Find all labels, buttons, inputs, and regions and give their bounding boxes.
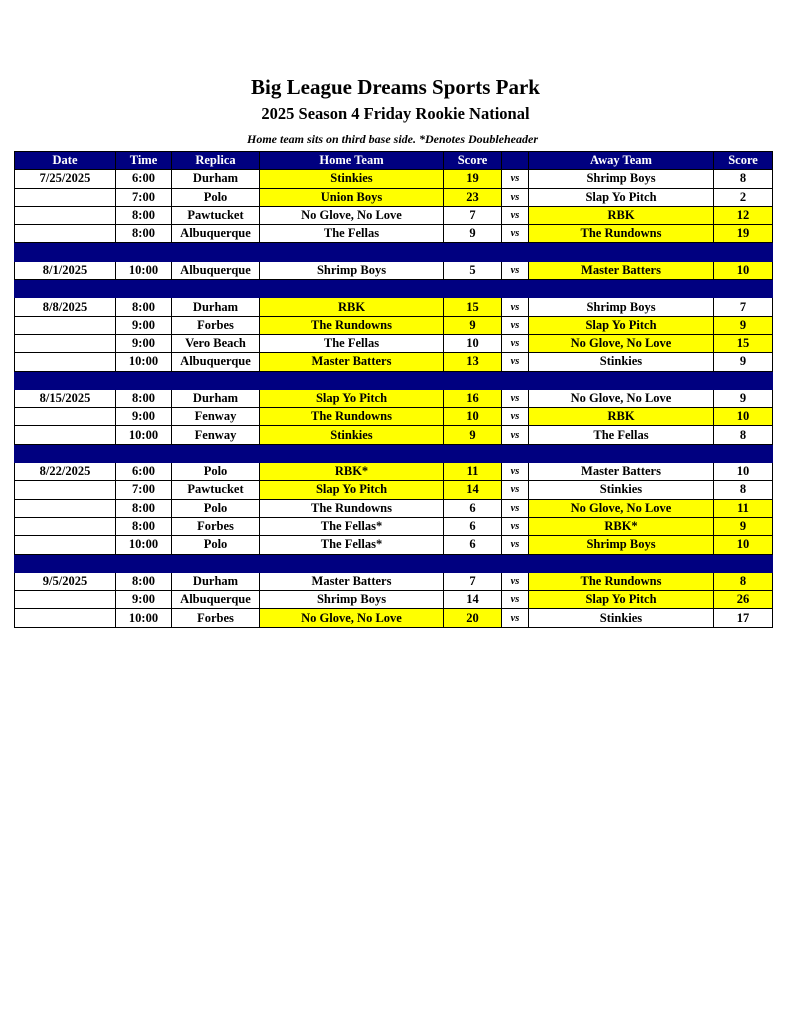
date-cell: 8/15/2025 (15, 389, 116, 407)
separator-cell (529, 444, 714, 462)
separator-cell (116, 280, 172, 298)
vs-cell: vs (502, 261, 529, 279)
page-subtitle: 2025 Season 4 Friday Rookie National (261, 104, 530, 123)
separator-cell (444, 444, 502, 462)
away-team-cell: Master Batters (529, 463, 714, 481)
vs-cell: vs (502, 389, 529, 407)
vs-cell: vs (502, 170, 529, 188)
date-cell (15, 316, 116, 334)
away-score-cell: 17 (714, 609, 773, 627)
col-header-vs (502, 152, 529, 170)
date-cell (15, 481, 116, 499)
schedule-note: Home team sits on third base side. *Denotes Doubleheader (247, 132, 538, 146)
away-team-cell: No Glove, No Love (529, 499, 714, 517)
replica-cell: Albuquerque (172, 591, 260, 609)
replica-cell: Durham (172, 298, 260, 316)
separator-cell (714, 280, 773, 298)
date-cell (15, 408, 116, 426)
replica-cell: Polo (172, 463, 260, 481)
home-team-cell: Shrimp Boys (260, 591, 444, 609)
home-team-cell: The Fellas (260, 334, 444, 352)
time-cell: 8:00 (116, 499, 172, 517)
separator-cell (172, 444, 260, 462)
separator-cell (529, 280, 714, 298)
vs-cell: vs (502, 481, 529, 499)
time-cell: 9:00 (116, 316, 172, 334)
away-team-cell: The Rundowns (529, 225, 714, 243)
game-row (15, 298, 773, 316)
home-score-cell: 13 (444, 353, 502, 371)
replica-cell: Durham (172, 389, 260, 407)
home-team-cell: RBK* (260, 463, 444, 481)
away-team-cell: Master Batters (529, 261, 714, 279)
separator-cell (502, 371, 529, 389)
game-row (15, 426, 773, 444)
vs-cell: vs (502, 334, 529, 352)
separator-cell (260, 371, 444, 389)
away-team-cell: Slap Yo Pitch (529, 188, 714, 206)
date-cell (15, 188, 116, 206)
away-team-cell: RBK (529, 206, 714, 224)
away-score-cell: 15 (714, 334, 773, 352)
away-score-cell: 9 (714, 517, 773, 535)
game-row (15, 225, 773, 243)
game-row (15, 481, 773, 499)
replica-cell: Albuquerque (172, 353, 260, 371)
vs-cell: vs (502, 225, 529, 243)
separator-cell (172, 243, 260, 261)
away-score-cell: 10 (714, 536, 773, 554)
separator-cell (172, 371, 260, 389)
away-score-cell: 9 (714, 353, 773, 371)
separator-cell (116, 243, 172, 261)
replica-cell: Pawtucket (172, 481, 260, 499)
game-row (15, 463, 773, 481)
vs-cell: vs (502, 298, 529, 316)
col-header-away-score: Score (714, 152, 773, 170)
separator-cell (529, 371, 714, 389)
away-team-cell: Slap Yo Pitch (529, 316, 714, 334)
home-team-cell: Shrimp Boys (260, 261, 444, 279)
home-score-cell: 11 (444, 463, 502, 481)
separator-cell (502, 280, 529, 298)
time-cell: 8:00 (116, 389, 172, 407)
vs-cell: vs (502, 408, 529, 426)
day-separator-row (15, 554, 773, 572)
date-cell: 8/22/2025 (15, 463, 116, 481)
vs-cell: vs (502, 316, 529, 334)
separator-cell (444, 243, 502, 261)
replica-cell: Fenway (172, 426, 260, 444)
away-team-cell: RBK (529, 408, 714, 426)
away-team-cell: No Glove, No Love (529, 334, 714, 352)
home-team-cell: The Rundowns (260, 499, 444, 517)
time-cell: 6:00 (116, 463, 172, 481)
col-header-home-team: Home Team (260, 152, 444, 170)
home-score-cell: 16 (444, 389, 502, 407)
vs-cell: vs (502, 188, 529, 206)
game-row (15, 316, 773, 334)
date-cell (15, 499, 116, 517)
replica-cell: Forbes (172, 609, 260, 627)
date-cell: 8/1/2025 (15, 261, 116, 279)
time-cell: 10:00 (116, 426, 172, 444)
separator-cell (260, 554, 444, 572)
home-score-cell: 9 (444, 426, 502, 444)
vs-cell: vs (502, 536, 529, 554)
away-team-cell: Slap Yo Pitch (529, 591, 714, 609)
home-score-cell: 10 (444, 408, 502, 426)
separator-cell (172, 280, 260, 298)
away-score-cell: 10 (714, 463, 773, 481)
away-team-cell: Stinkies (529, 609, 714, 627)
time-cell: 8:00 (116, 517, 172, 535)
replica-cell: Forbes (172, 316, 260, 334)
away-score-cell: 7 (714, 298, 773, 316)
replica-cell: Vero Beach (172, 334, 260, 352)
game-row (15, 353, 773, 371)
date-cell (15, 206, 116, 224)
game-row (15, 408, 773, 426)
replica-cell: Polo (172, 188, 260, 206)
replica-cell: Albuquerque (172, 261, 260, 279)
separator-cell (714, 444, 773, 462)
day-separator-row (15, 280, 773, 298)
home-team-cell: Master Batters (260, 353, 444, 371)
home-score-cell: 7 (444, 206, 502, 224)
away-team-cell: No Glove, No Love (529, 389, 714, 407)
time-cell: 7:00 (116, 188, 172, 206)
date-cell (15, 536, 116, 554)
replica-cell: Pawtucket (172, 206, 260, 224)
home-team-cell: No Glove, No Love (260, 206, 444, 224)
home-score-cell: 19 (444, 170, 502, 188)
home-team-cell: The Rundowns (260, 408, 444, 426)
col-header-home-score: Score (444, 152, 502, 170)
away-score-cell: 10 (714, 408, 773, 426)
vs-cell: vs (502, 591, 529, 609)
time-cell: 10:00 (116, 609, 172, 627)
date-cell (15, 609, 116, 627)
home-score-cell: 7 (444, 572, 502, 590)
away-team-cell: Shrimp Boys (529, 298, 714, 316)
away-team-cell: Shrimp Boys (529, 536, 714, 554)
separator-cell (15, 444, 116, 462)
time-cell: 10:00 (116, 261, 172, 279)
separator-cell (444, 554, 502, 572)
separator-cell (502, 243, 529, 261)
replica-cell: Polo (172, 536, 260, 554)
home-score-cell: 9 (444, 316, 502, 334)
away-team-cell: Shrimp Boys (529, 170, 714, 188)
schedule-table (14, 151, 773, 628)
away-team-cell: The Fellas (529, 426, 714, 444)
separator-cell (116, 444, 172, 462)
home-team-cell: The Fellas* (260, 517, 444, 535)
home-score-cell: 5 (444, 261, 502, 279)
away-score-cell: 2 (714, 188, 773, 206)
schedule-body (15, 170, 773, 627)
separator-cell (15, 554, 116, 572)
home-team-cell: Union Boys (260, 188, 444, 206)
home-score-cell: 20 (444, 609, 502, 627)
separator-cell (529, 554, 714, 572)
vs-cell: vs (502, 499, 529, 517)
date-cell (15, 426, 116, 444)
home-score-cell: 6 (444, 517, 502, 535)
game-row (15, 536, 773, 554)
time-cell: 8:00 (116, 225, 172, 243)
home-team-cell: Master Batters (260, 572, 444, 590)
away-score-cell: 11 (714, 499, 773, 517)
separator-cell (502, 444, 529, 462)
col-header-time: Time (116, 152, 172, 170)
game-row (15, 188, 773, 206)
separator-cell (15, 280, 116, 298)
home-score-cell: 14 (444, 591, 502, 609)
time-cell: 10:00 (116, 353, 172, 371)
home-score-cell: 6 (444, 499, 502, 517)
date-cell (15, 517, 116, 535)
day-separator-row (15, 243, 773, 261)
away-score-cell: 8 (714, 481, 773, 499)
away-team-cell: RBK* (529, 517, 714, 535)
time-cell: 6:00 (116, 170, 172, 188)
separator-cell (172, 554, 260, 572)
time-cell: 9:00 (116, 334, 172, 352)
away-team-cell: Stinkies (529, 353, 714, 371)
away-score-cell: 10 (714, 261, 773, 279)
game-row (15, 334, 773, 352)
time-cell: 8:00 (116, 298, 172, 316)
day-separator-row (15, 444, 773, 462)
home-team-cell: Slap Yo Pitch (260, 389, 444, 407)
game-row (15, 261, 773, 279)
home-score-cell: 14 (444, 481, 502, 499)
date-cell: 9/5/2025 (15, 572, 116, 590)
separator-cell (260, 243, 444, 261)
home-score-cell: 23 (444, 188, 502, 206)
home-team-cell: No Glove, No Love (260, 609, 444, 627)
date-cell (15, 591, 116, 609)
separator-cell (714, 243, 773, 261)
replica-cell: Durham (172, 170, 260, 188)
home-team-cell: Slap Yo Pitch (260, 481, 444, 499)
away-score-cell: 26 (714, 591, 773, 609)
col-header-away-team: Away Team (529, 152, 714, 170)
game-row (15, 206, 773, 224)
page-title: Big League Dreams Sports Park (251, 75, 540, 99)
date-cell (15, 353, 116, 371)
vs-cell: vs (502, 353, 529, 371)
vs-cell: vs (502, 426, 529, 444)
home-score-cell: 9 (444, 225, 502, 243)
date-cell (15, 334, 116, 352)
separator-cell (260, 280, 444, 298)
separator-cell (714, 371, 773, 389)
home-team-cell: The Fellas (260, 225, 444, 243)
away-score-cell: 9 (714, 389, 773, 407)
time-cell: 8:00 (116, 572, 172, 590)
vs-cell: vs (502, 609, 529, 627)
replica-cell: Polo (172, 499, 260, 517)
away-score-cell: 12 (714, 206, 773, 224)
home-score-cell: 15 (444, 298, 502, 316)
home-team-cell: Stinkies (260, 426, 444, 444)
game-row (15, 499, 773, 517)
date-cell: 7/25/2025 (15, 170, 116, 188)
separator-cell (116, 371, 172, 389)
home-team-cell: The Fellas* (260, 536, 444, 554)
away-team-cell: Stinkies (529, 481, 714, 499)
game-row (15, 591, 773, 609)
time-cell: 9:00 (116, 408, 172, 426)
away-score-cell: 19 (714, 225, 773, 243)
vs-cell: vs (502, 572, 529, 590)
time-cell: 10:00 (116, 536, 172, 554)
separator-cell (15, 243, 116, 261)
separator-cell (529, 243, 714, 261)
separator-cell (15, 371, 116, 389)
away-score-cell: 8 (714, 572, 773, 590)
replica-cell: Fenway (172, 408, 260, 426)
time-cell: 9:00 (116, 591, 172, 609)
separator-cell (444, 280, 502, 298)
away-score-cell: 8 (714, 426, 773, 444)
vs-cell: vs (502, 206, 529, 224)
game-row (15, 170, 773, 188)
time-cell: 7:00 (116, 481, 172, 499)
col-header-date: Date (15, 152, 116, 170)
vs-cell: vs (502, 517, 529, 535)
col-header-replica: Replica (172, 152, 260, 170)
home-score-cell: 10 (444, 334, 502, 352)
away-score-cell: 8 (714, 170, 773, 188)
replica-cell: Forbes (172, 517, 260, 535)
separator-cell (502, 554, 529, 572)
header-row (15, 152, 773, 170)
home-score-cell: 6 (444, 536, 502, 554)
separator-cell (116, 554, 172, 572)
date-cell (15, 225, 116, 243)
vs-cell: vs (502, 463, 529, 481)
replica-cell: Albuquerque (172, 225, 260, 243)
home-team-cell: The Rundowns (260, 316, 444, 334)
day-separator-row (15, 371, 773, 389)
home-team-cell: RBK (260, 298, 444, 316)
separator-cell (444, 371, 502, 389)
game-row (15, 572, 773, 590)
time-cell: 8:00 (116, 206, 172, 224)
separator-cell (260, 444, 444, 462)
home-team-cell: Stinkies (260, 170, 444, 188)
away-team-cell: The Rundowns (529, 572, 714, 590)
game-row (15, 517, 773, 535)
away-score-cell: 9 (714, 316, 773, 334)
replica-cell: Durham (172, 572, 260, 590)
game-row (15, 609, 773, 627)
date-cell: 8/8/2025 (15, 298, 116, 316)
game-row (15, 389, 773, 407)
separator-cell (714, 554, 773, 572)
